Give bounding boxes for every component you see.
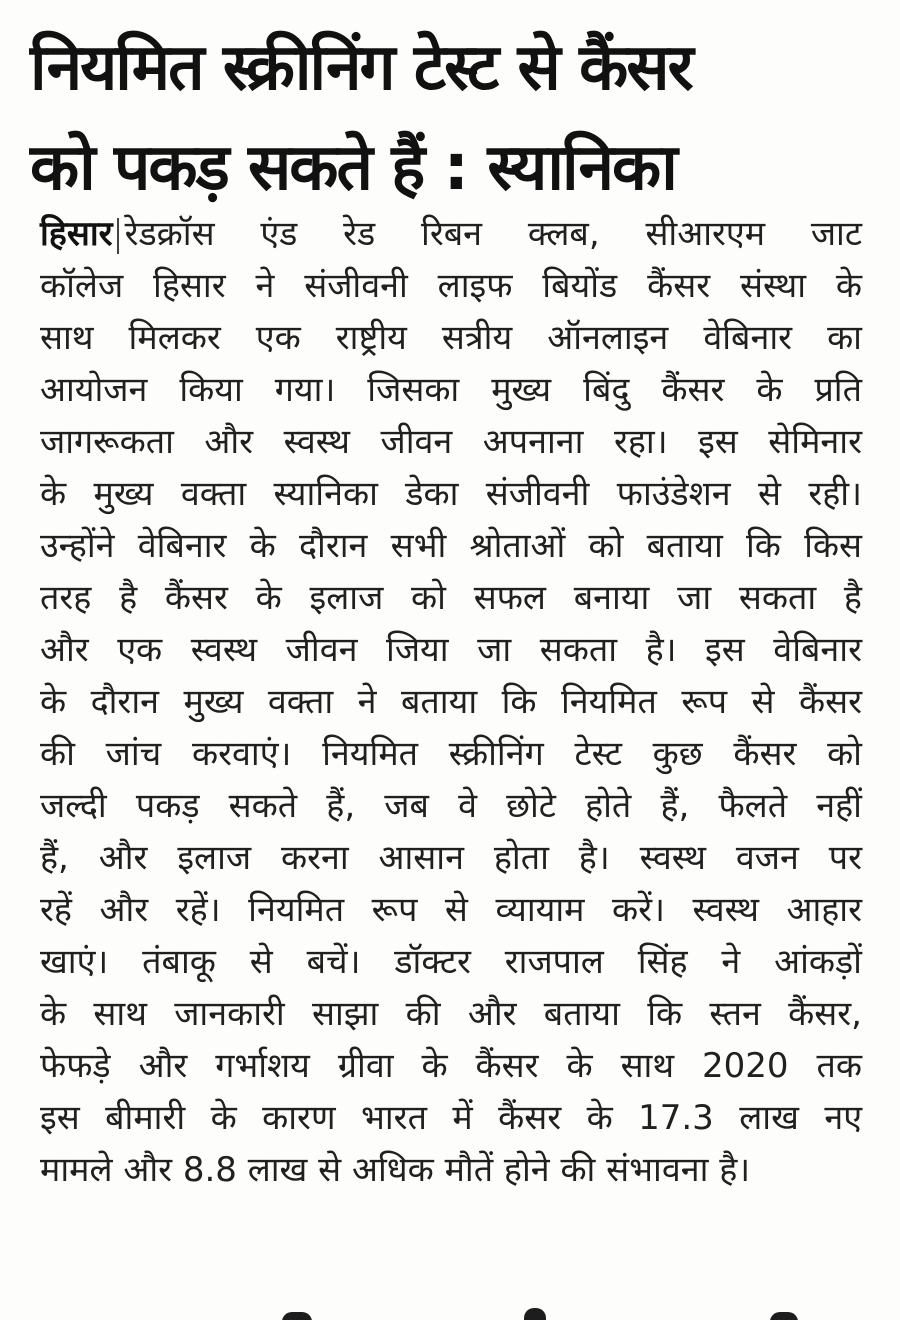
next-article-headline-fragment bbox=[0, 1298, 900, 1320]
cut-off-glyph bbox=[770, 1312, 798, 1320]
article-line: की जांच करवाएं। नियमित स्क्रीनिंग टेस्ट कुछ कैंसर को bbox=[40, 734, 862, 774]
article-line: और एक स्वस्थ जीवन जिया जा सकता है। इस वेबिनार bbox=[40, 630, 862, 670]
article-line: के साथ जानकारी साझा की और बताया कि स्तन कैंसर, bbox=[40, 994, 862, 1034]
article-line: रहें और रहें। नियमित रूप से व्यायाम करें। स्वस्थ आहार bbox=[40, 890, 862, 930]
article-line bbox=[40, 208, 862, 260]
article-line: आयोजन किया गया। जिसका मुख्य बिंदु कैंसर के प्रति bbox=[40, 370, 862, 410]
headline-line-1: नियमित स्क्रीनिंग टेस्ट से कैंसर bbox=[30, 31, 692, 105]
article-line: उन्होंने वेबिनार के दौरान सभी श्रोताओं को बताया कि किस bbox=[40, 526, 862, 566]
article-line: के मुख्य वक्ता स्यानिका डेका संजीवनी फाउंडेशन से रही। bbox=[40, 474, 862, 514]
article-line: हैं, और इलाज करना आसान होता है। स्वस्थ वजन पर bbox=[40, 838, 862, 878]
article-line: फेफड़े और गर्भाशय ग्रीवा के कैंसर के साथ 2020 तक bbox=[40, 1046, 862, 1086]
dateline-separator bbox=[117, 218, 119, 254]
article-line: मामले और 8.8 लाख से अधिक मौतें होने की संभावना है। bbox=[40, 1150, 751, 1190]
article-line: खाएं। तंबाकू से बचें। डॉक्टर राजपाल सिंह ने आंकड़ों bbox=[40, 942, 862, 982]
article-line: साथ मिलकर एक राष्ट्रीय सत्रीय ऑनलाइन वेबिनार का bbox=[40, 318, 862, 358]
article-line: तरह है कैंसर के इलाज को सफल बनाया जा सकता है bbox=[40, 578, 862, 618]
article-line: जागरूकता और स्वस्थ जीवन अपनाना रहा। इस सेमिनार bbox=[40, 422, 862, 462]
cut-off-glyph bbox=[524, 1308, 546, 1320]
article-body bbox=[40, 208, 862, 1196]
article-line: जल्दी पकड़ सकते हैं, जब वे छोटे होते हैं, फैलते नहीं bbox=[40, 786, 862, 826]
headline-line-2: को पकड़ सकते हैं : स्यानिका bbox=[30, 131, 676, 205]
headline bbox=[30, 18, 870, 218]
article-line: के दौरान मुख्य वक्ता ने बताया कि नियमित रूप से कैंसर bbox=[40, 682, 862, 722]
article-line: इस बीमारी के कारण भारत में कैंसर के 17.3 लाख नए bbox=[40, 1098, 862, 1138]
cut-off-glyph bbox=[282, 1312, 312, 1320]
dateline: हिसार bbox=[40, 214, 113, 254]
article-line: कॉलेज हिसार ने संजीवनी लाइफ बियोंड कैंसर संस्था के bbox=[40, 266, 862, 306]
article-line-text: रेडक्रॉस एंड रेड रिबन क्लब, सीआरएम जाट bbox=[124, 214, 862, 254]
